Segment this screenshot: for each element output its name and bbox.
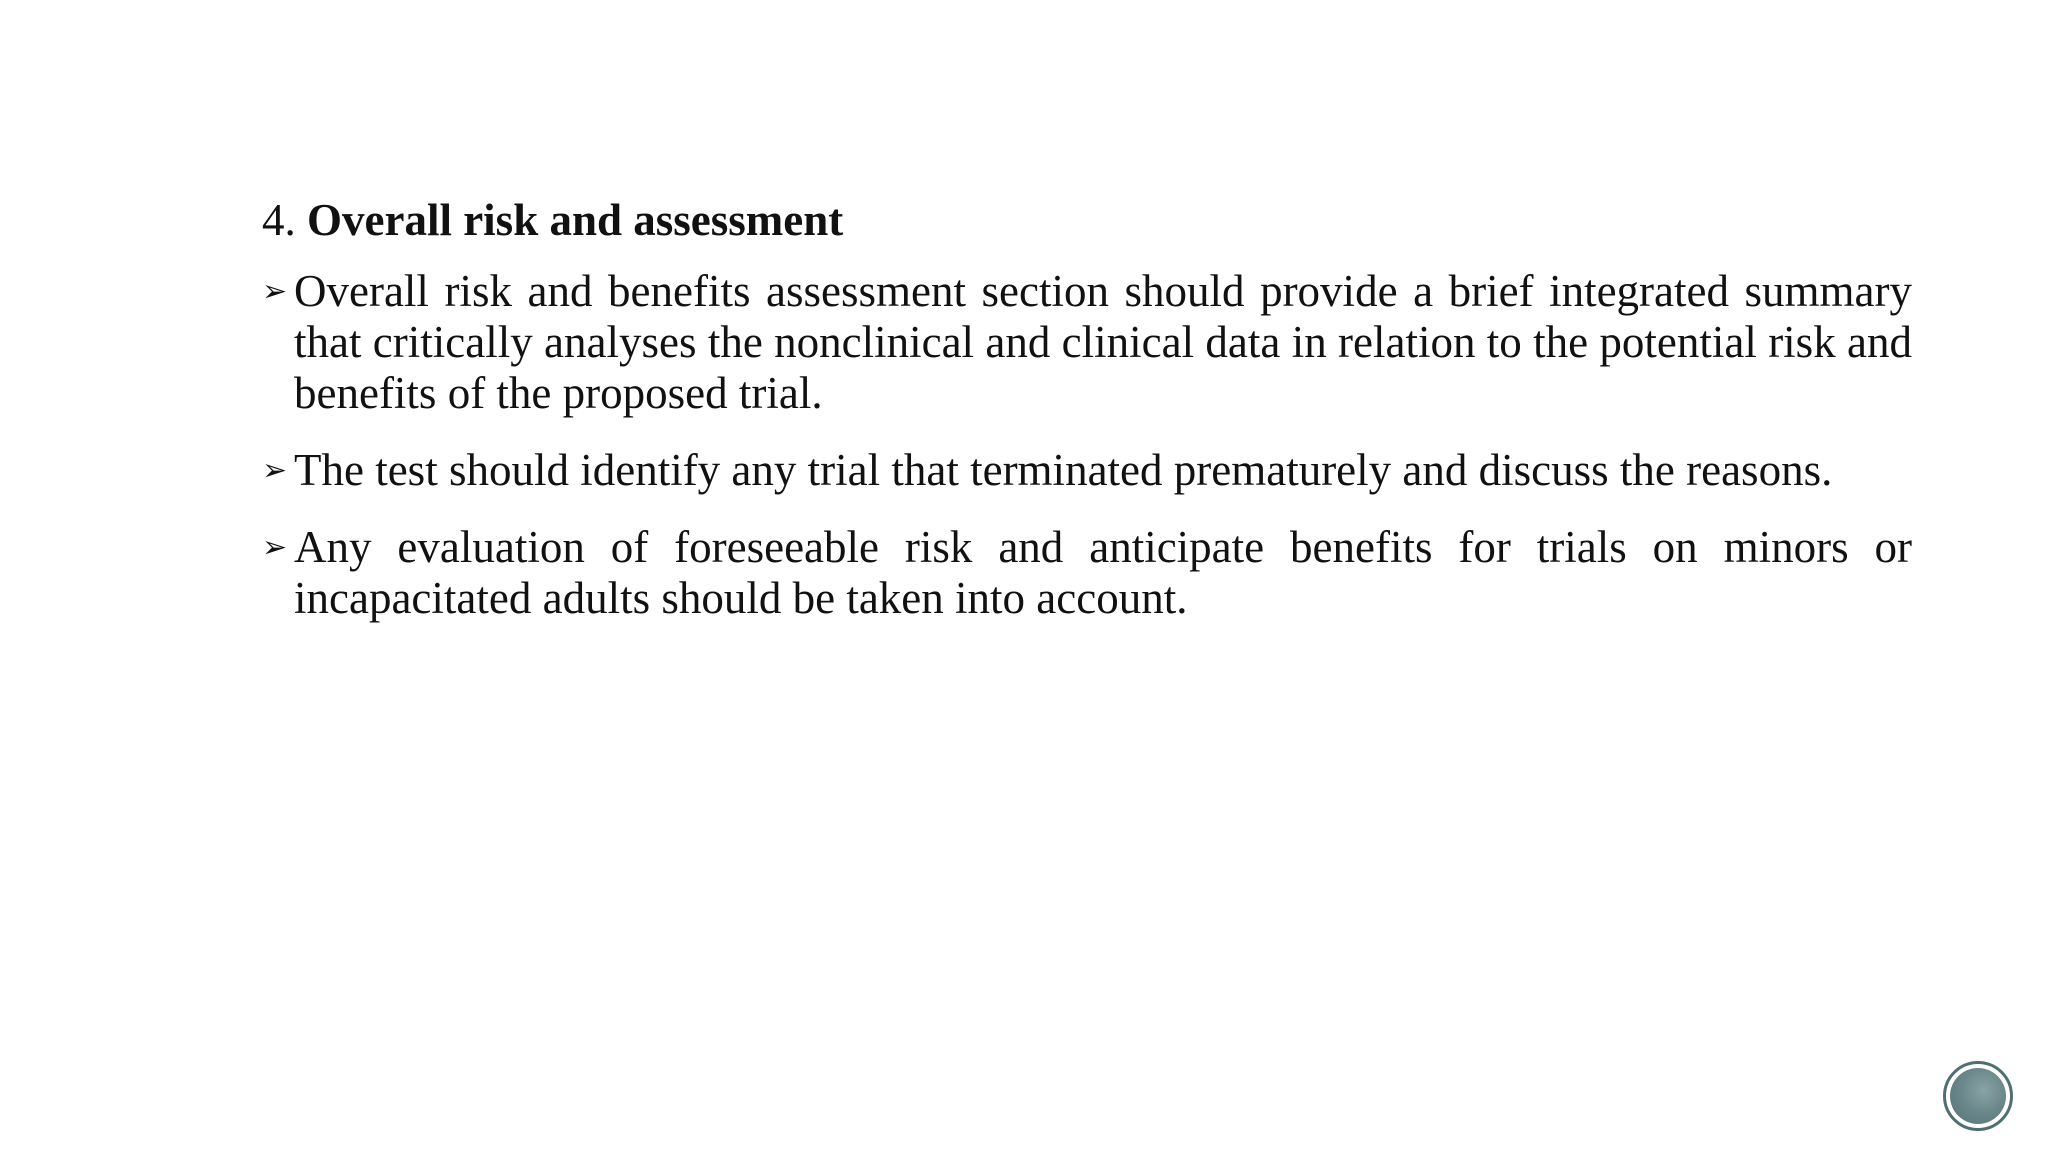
heading-number: 4. (262, 195, 296, 245)
section-heading (262, 190, 1912, 250)
bullet-item (262, 266, 1912, 419)
arrowhead-bullet-icon: ➢ (262, 274, 288, 309)
badge-fill (1950, 1068, 2006, 1124)
bullet-item (262, 522, 1912, 624)
arrowhead-bullet-icon: ➢ (262, 530, 288, 565)
slide-content (262, 190, 1912, 650)
bullet-item (262, 445, 1912, 496)
heading-title: Overall risk and assessment (307, 195, 844, 245)
bullet-text: Overall risk and benefits assessment section should provide a brief integrated summary that critically analyses the nonclinical and clinical data in relation to the potential risk and benefits of the proposed trial. (294, 266, 1912, 418)
slide-badge-icon (1943, 1061, 2013, 1131)
bullet-text: The test should identify any trial that terminated prematurely and discuss the reasons. (294, 445, 1833, 495)
arrowhead-bullet-icon: ➢ (262, 453, 288, 488)
bullet-text: Any evaluation of foreseeable risk and anticipate benefits for trials on minors or incapacitated adults should be taken into account. (294, 522, 1912, 623)
